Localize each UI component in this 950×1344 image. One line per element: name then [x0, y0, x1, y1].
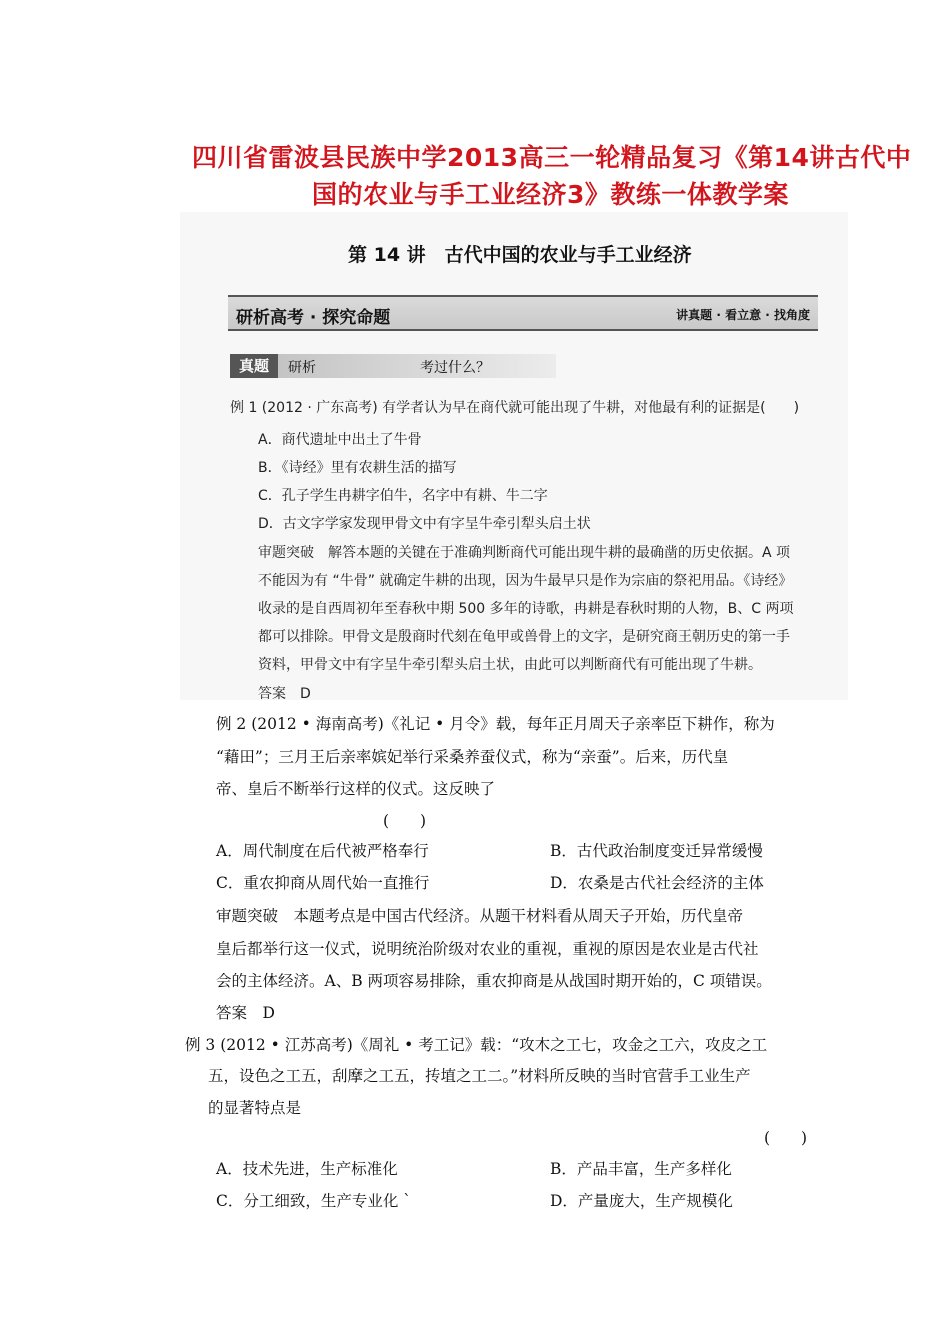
example-3-answer-blank: ( )	[764, 1129, 808, 1147]
example-1-analysis-line: 不能因为有 “牛骨” 就确定牛耕的出现，因为牛最早只是作为宗庙的祭祀用品。《诗经》	[258, 573, 793, 589]
tag-question: 考过什么？	[420, 360, 490, 376]
example-1-option-d: D．古文字学家发现甲骨文中有字呈牛牵引犁头启土状	[258, 516, 591, 532]
tag-label: 研析	[288, 360, 316, 376]
example-2-analysis-line: 皇后都举行这一仪式，说明统治阶级对农业的重视，重视的原因是农业是古代社	[216, 940, 759, 958]
example-1-option-c: C．孔子学生冉耕字伯牛，名字中有耕、牛二字	[258, 488, 548, 504]
real-question-tag	[230, 354, 556, 378]
example-2-stem-line: 帝、皇后不断举行这样的仪式。这反映了	[216, 780, 496, 798]
example-3-option-b: B．产品丰富，生产多样化	[550, 1160, 732, 1178]
example-1-option-b: B．《诗经》里有农耕生活的描写	[258, 460, 457, 476]
document-title-line-2: 国的农业与手工业经济3》教练一体教学案	[312, 180, 789, 209]
example-3-stem-line: 五，设色之工五，刮摩之工五，抟埴之工二。”材料所反映的当时官营手工业生产	[208, 1067, 751, 1085]
example-2-answer: 答案 D	[216, 1004, 275, 1022]
example-2-stem-line: 例 2 (2012 • 海南高考)《礼记 • 月令》载，每年正月周天子亲率臣下耕作，称为	[216, 715, 775, 733]
example-2-option-b: B．古代政治制度变迁异常缓慢	[550, 842, 763, 860]
example-1-option-a: A．商代遗址中出土了牛骨	[258, 432, 422, 448]
example-2-stem-line: “藉田”；三月王后亲率嫔妃举行采桑养蚕仪式，称为“亲蚕”。后来，历代皇	[216, 748, 729, 766]
section-bar	[228, 295, 818, 331]
example-1-analysis-line: 都可以排除。甲骨文是殷商时代刻在龟甲或兽骨上的文字，是研究商王朝历史的第一手	[258, 629, 790, 645]
tag-key: 真题	[230, 354, 278, 378]
document-title-line-1: 四川省雷波县民族中学2013高三一轮精品复习《第14讲古代中	[192, 143, 912, 172]
example-1-stem: 例 1 (2012 · 广东高考) 有学者认为早在商代就可能出现了牛耕，对他最有利的证据是( )	[230, 400, 800, 416]
lecture-title: 第 14 讲 古代中国的农业与手工业经济	[348, 244, 692, 266]
example-3-stem-line: 的显著特点是	[208, 1099, 302, 1117]
example-1-analysis-line: 审题突破 解答本题的关键在于准确判断商代可能出现牛耕的最确凿的历史依据。A 项	[258, 545, 791, 561]
section-bar-right: 讲真题 · 看立意 · 找角度	[676, 308, 810, 322]
example-1-answer: 答案 D	[258, 686, 311, 702]
example-3-option-a: A．技术先进，生产标准化	[216, 1160, 398, 1178]
example-2-option-a: A．周代制度在后代被严格奉行	[216, 842, 429, 860]
example-2-option-d: D．农桑是古代社会经济的主体	[550, 874, 764, 892]
example-2-answer-blank: ( )	[383, 812, 427, 830]
example-1-analysis-line: 收录的是自西周初年至春秋中期 500 多年的诗歌，冉耕是春秋时期的人物，B、C 两项	[258, 601, 794, 617]
example-3-stem-line: 例 3 (2012 • 江苏高考)《周礼 • 考工记》载：“攻木之工七，攻金之工六，攻皮之工	[185, 1036, 768, 1054]
example-3-option-d: D．产量庞大，生产规模化	[550, 1192, 733, 1210]
example-2-option-c: C．重农抑商从周代始一直推行	[216, 874, 430, 892]
example-1-analysis-line: 资料，甲骨文中有字呈牛牵引犁头启土状，由此可以判断商代有可能出现了牛耕。	[258, 657, 762, 673]
example-2-analysis-line: 审题突破 本题考点是中国古代经济。从题干材料看从周天子开始，历代皇帝	[216, 907, 744, 925]
example-2-analysis-line: 会的主体经济。A、B 两项容易排除，重农抑商是从战国时期开始的，C 项错误。	[216, 972, 772, 990]
section-bar-left: 研析高考 · 探究命题	[236, 308, 391, 328]
example-3-option-c: C．分工细致，生产专业化 `	[216, 1192, 412, 1210]
